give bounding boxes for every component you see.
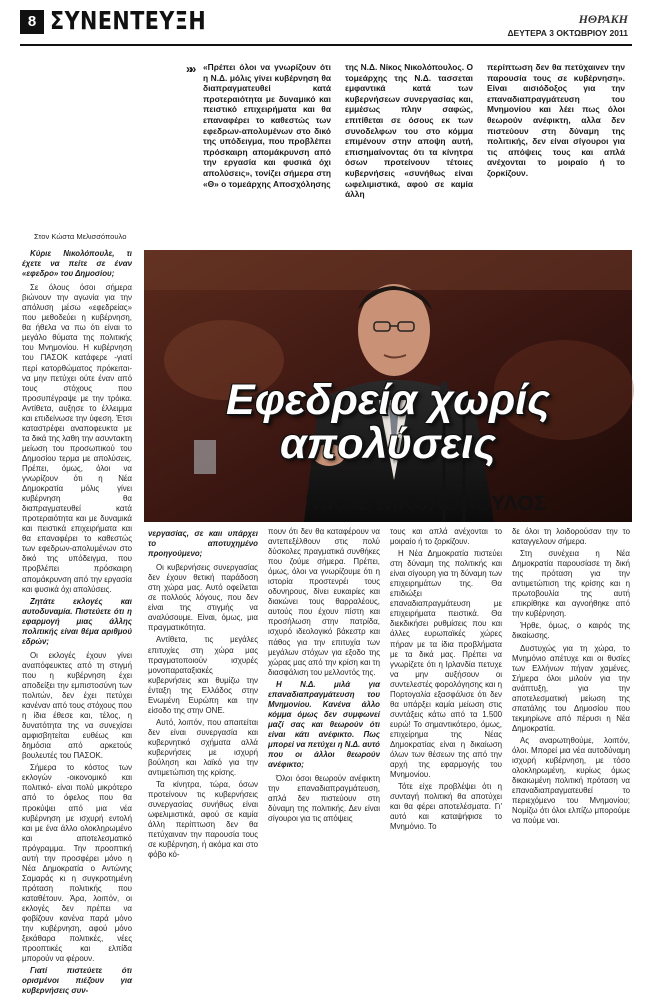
issue-date: ΔΕΥΤΕΡΑ 3 ΟΚΤΩΒΡΙΟΥ 2011 [507, 28, 628, 38]
answer-paragraph: Η Νέα Δημοκρατία πιστεύει στη δύναμη της πολιτικής και είναι σίγουρη για τη δύναμη των επιχειρημάτων της. Θα επιδιώξει επαναδιαπραγμάτευση με επιχειρήματα πειστικά. Θα διεκδικήσει ρυθμίσεις που και άλλες ευρωπαϊκές χώρες πήραν με τα ίδια προβλήματα με τα δικά μας. Πρέπει να γνωρίζετε ότι η Ιρλανδία πετυχε να μην αυξήσουν οι συντελεστές φορολόγησης και η Πορτογαλία εξασφάλισε ότι δεν θα υπάρξει καμία μείωση στις συντάξεις κάτω από τα 1.500 ευρώ! Το σημαντικότερο, όμως, επιχείρημα της Νέας Δημοκρατίας είναι η δικαίωση όλων των θέσεων της από την αρχή της εφαρμογής του Μνημονίου. [390, 549, 502, 780]
answer-paragraph: Οι κυβερνήσεις συνεργασίας δεν έχουν θετική παράδοση στη χώρα μας. Αυτό οφείλεται σε πολλούς λόγους, που δεν είναι της στιγμής να αναλύσουμε. Είναι, όμως, μια πραγματικότητα. [148, 563, 258, 633]
question-2: Ζητάτε εκλογές και αυτοδυναμία. Πιστεύετε ότι η εφαρμογή μιας άλλης πολιτικής είναι θέμα αριθμού εδρών; [22, 596, 132, 646]
article-column-3 [268, 527, 380, 824]
intro-column-2: της Ν.Δ. Νίκος Νικολόπουλος. Ο τομεάρχης της Ν.Δ. τασσεται εμφαντικά κατά των κυβερνήσεων συνεργασίας και, εμμέσως πλην σαφώς, επιτίθεται σε όσους εκ των συνοδελφων του στο κόμμα επιμένουν στην αποψη αυτή, επισημαίνοντας ότι τα κίνητρα όσων προτείνουν τέτοιες κυβερνήσεις «συνήθως είναι ωφελιμιστικά, αφού σε καμία άλλη [345, 62, 473, 200]
question-1: Κύριε Νικολόπουλε, τι έχετε να πείτε σε έναν «εφεδρο» του Δημοσίου; [22, 249, 132, 279]
headline-line-2: απολύσεις [279, 420, 496, 468]
question-continued: νεργασίας, σε καιι υπάρχει το αποτυχημένο προηγούμενο; [148, 529, 258, 559]
question-4: Η Ν.Δ. μιλά για επαναδιαπραγμάτευση του Μνημονίου. Κανένα άλλο κόμμα όμως δεν συμφωνεί μαζί σας και θεωρούν ότι είναι κάτι ανέφικτο. Πως μπορεί να πετύχει η Ν.Δ. αυτό που οι άλλοι θεωρούν ανέφικτο; [268, 679, 380, 770]
answer-paragraph: τους και απλά ανέχονται το μοιραίο ή το ζορκίζουν. [390, 527, 502, 547]
article-column-5 [512, 527, 630, 826]
byline: Στον Κώστα Μελισσόπουλο [34, 232, 127, 241]
article-column-1 [22, 247, 132, 996]
answer-paragraph: δε όλοι τη λοιδορούσαν την το καταγγελουν σήμερα. [512, 527, 630, 547]
section-title: ΣΥΝΕΝΤΕΥΞΗ [50, 6, 207, 35]
intro-column-1: «Πρέπει όλοι να γνωρίζουν ότι η Ν.Δ. μόλις γίνει κυβέρνηση θα διαπραγματευθεί κατά προτεραιότητα με δυναμικό και πειστικό επιχειρήματα και θα επαναφέρει το καθεστώς των εφεδρων-απολυμένων στο δικό της υπόδειγμα, που προβλέπει πρόσκαιρη απομάκρυνση από την εργασία και φυσικά όχι απολύσεις», τονίζει σήμερα στη «Θ» ο τομεάρχης Αποσχόλησης [203, 62, 331, 189]
answer-paragraph: Ας αναρωτηθούμε, λοιπόν, όλοι. Μπορεί μια νέα αυτοδύναμη ισχυρή κυβέρνηση, με τόσο ολοκληρωμένη, κυρίως όμως δικαιωμένη πολιτική πρόταση να επαναδιαπραγματευθεί το περιεχόμενο του Μνημονίου; Νομίζω ότι όλοι ελπίζω μπορούμε να πούμε ναι. [512, 735, 630, 826]
article-column-4 [390, 527, 502, 832]
answer-paragraph: Αυτό, λοιπόν, που απαιτείται δεν είναι συνεργασία και κυβερνητικό σχήματα αλλά κυβερνήσεις με ισχυρή βούληση και λαϊκό για την αντιμετώπιση της κρίσης. [148, 717, 258, 778]
answer-paragraph: Στη συνέχεια η Νέα Δημοκρατία παρουσίασε τη δική της πρόταση για την αντιμετώπιση της κρίσης και η πρωτοβουλία της αυτή επικρίθηκε και αγνοήθηκε από την κυβέρνηση. [512, 549, 630, 619]
answer-paragraph: Αντίθετα, τις μεγάλες επιτυχίες στη χώρα μας πραγματοποιούν ισχυρές μονοπαραταξιακές κυβερνήσεις και θυμίζω την ένταξη της Ελλάδος στην Ενωμένη Ευρώπη και την είσοδο της στην ΟΝΕ. [148, 635, 258, 715]
answer-paragraph: Ήρθε, όμως, ο καιρός της δικαίωσης. [512, 621, 630, 641]
page-number: 8 [20, 10, 44, 34]
question-3: Γιατί πιστεύετε ότι ορισμένοι πιέζουν για κυβερνήσεις συν- [22, 966, 132, 996]
answer-paragraph: Τα κίνητρα, τώρα, όσων προτείνουν τις κυβερνήσεις συνεργασίας συνήθως είναι ωφελιμιστικά, αφού σε καμία άλλη περίπτωση δεν θα πετύχαιναν την παρουσία τους σε κυβέρνηση, ή ακόμα και στο φόβο κό- [148, 780, 258, 860]
header-rule [20, 44, 632, 46]
article-column-2 [148, 527, 258, 860]
answer-paragraph: Τότε είχε προβλέψει ότι η συνταγή πολιτική θα αποτύχει και θα φέρει αποτελέσματα. Γι' αυτό και καταψήφισε το Μνημόνιο. Το [390, 782, 502, 832]
intro-column-3: περίπτωση δεν θα πετύχαινεν την παρουσία τους σε κυβέρνηση». Είναι αισιόδοξος για την επαναδιαπραγμάτευση του Μνημονίου και λέει πως όλοι θεωρούν ανέφικτη, αλλα δεν πιστεύουν στη δύναμη της πολιτικής, δεν είναι σίγουροι για τις απόψεις τους και απλά ανέχονται το μοιραίο ή το ζορκίζουν. [487, 62, 625, 178]
answer-paragraph: πουν ότι δεν θα καταφέρουν να αντεπεξέλθουν στις πολύ δύσκολες πραγματικά συνθήκες που ζούμε σήμερα. Πρέπει, όμως, όλοι να γνωρίζουμε ότι η ιστορία προστενρέι τους οδυνηρους, δίνει ευκαιρίες και διακώνει τους θαρραλέους, αυτούς που έχουν πίστη και προσήλωση στην πατρίδα, ισχυρό ιδεολογικό βάκεστρ και πάθος για την επιτυχία των μεγάλων στόχων για εξοδο της χώρας μας από την κρίση και τη διασφάλιση του μελλοντός της. [268, 527, 380, 677]
newspaper-logo: ΗΘΡΑΚΗ [578, 12, 628, 26]
answer-paragraph: Σήμερα το κόστος των εκλογών -οικονομικό και πολιτικό- είναι πολύ μικρότερο από το όφελος που θα προκύψει από μια νέα κυβέρνηση με ισχυρή εντολή και με ένα άλλο ολοκληρωμένο και αποτελεσματικό πρόγραμμα. Την προοπτική αυτή την προσφέρει μόνο η Νέα Δημοκρατία ο Αντώνης Σαμαράς κι η συγκροτημένη πρόταση πολιτικής που καταθέτουν. Άρα, λοιπόν, οι εκλογές δεν πρέπει να φοβίζουν κανένα παρά μόνο την κυβέρνηση, αφού μόνο ξεκάθαρα πολιτικές, νέες προοπτικές και ελπίδα μπορούν να φέρουν. [22, 763, 132, 964]
interviewee-name: ΝΙΚΟΣ ΝΙΚΟΛΟΠΟΥΛΟΣ [305, 492, 547, 515]
answer-paragraph: Όλοι όσοι θεωρούν ανέφικτη την επαναδιαπραγμάτευση, απλά δεν πιστεύουν στη δύναμη της πολιτικής. Δεν είναι σίγουροι για τις απόψεις [268, 774, 380, 824]
headline-line-1: Εφεδρεία χωρίς [226, 376, 550, 424]
answer-paragraph: Δυστυχώς για τη χώρα, το Μνημόνιο απέτυχε και οι θυσίες των Ελλήνων πήγαν χαμένες. Σήμερα όλοι μιλούν για την ανάπτυξη, για την αποτελεσματική μείωση της σπατάλης του Δημοσίου που τεκμηρίωνε από πέρυσι η Νέα Δημοκρατία. [512, 643, 630, 733]
answer-paragraph: Οι εκλογές έχουν γίνει αναπόφευκτες από τη στιγμή που η κυβέρνηση έχει αποδείξει την εμπιστοσύνη των πολιτών, δεν έχει πετύχει κανέναν από τους στόχους που η ίδια έθεσε και, τέλος, η δυνατότητα της να συνεχίσει αμφισβητείται ευθέως και δημόσια από αρκετούς βουλευτές του ΠΑΣΟΚ. [22, 650, 132, 761]
quote-chevron-icon: »» [186, 62, 194, 76]
answer-paragraph: Σε όλους όσοι σήμερα βιώνουν την αγωνία για την απόλυση μέσω «εφεδρείας» που μεθοδεύει η κυβέρνηση, θα ήθελα να πω ότι είναι το μεγάλο θύματα της πολιτικής του Μνημονίου. Η κυβέρνηση του ΠΑΣΟΚ κατάφερε -γιατί περί κατορθώματος πρόκειται- να μην πετύχει ούτε έναν από τους στόχους που προσυπέγραψε με την τρόικα. Αντίθετα, αυξησε το έλλειμμα και επιδείνωσε την ύφεση. Έτσι καταστρέφει αναποφευκτα με τα δικά της λαθη την ασυντακτη μείωση του προσωπικού του Δημοσίου τερμα με απολύσεις. Πρέπει, όμως, όλοι να γνωρίζουν ότι η Νέα Δημοκρατία μόλις γίνει κυβέρνηση θα διαπραγματευθεί κατά προτεραιότητα και με δυναμικά και πειστικά επιχειρήματα και θα επαναφέρει το καθεστώς των εφεδρων-απολυμένων στο δικό της υπόδειγμα, που προβλέπει πρόσκαιρη απομάκρυνση από την εργασία και φυσικά όχι απολύσεις. [22, 283, 132, 594]
headline [144, 378, 632, 466]
